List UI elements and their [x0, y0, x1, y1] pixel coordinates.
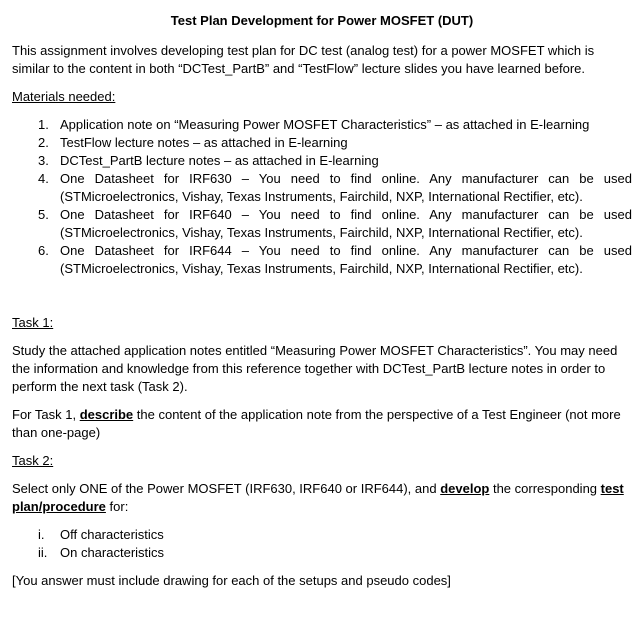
intro-paragraph: This assignment involves developing test plan for DC test (analog test) for a power MOSFET which is similar to the content in both “DCTest_PartB” and “TestFlow” lecture slides you have learned before. [12, 43, 595, 76]
task2-characteristics-list [12, 526, 632, 562]
list-text: Off characteristics [60, 527, 164, 542]
list-item [38, 170, 632, 206]
list-text: On characteristics [60, 545, 165, 560]
task1-body: Study the attached application notes entitled “Measuring Power MOSFET Characteristics”. You may need the information and knowledge from this reference together with DCTest_PartB lecture notes in order to perform the next task (Task 2). [12, 343, 618, 394]
list-text: One Datasheet for IRF644 – You need to find online. Any manufacturer can be used (STMicroelectronics, Vishay, Texas Instruments, Fairchild, NXP, International Rectifier, etc). [60, 243, 632, 276]
list-number: 1. [38, 117, 49, 132]
task2-select-mid: the corresponding [489, 481, 601, 496]
materials-list [12, 116, 632, 278]
list-text: TestFlow lecture notes – as attached in E-learning [60, 135, 348, 150]
task1-heading: Task 1: [12, 315, 54, 330]
list-text: Application note on “Measuring Power MOSFET Characteristics” – as attached in E-learning [60, 117, 590, 132]
task1-describe [12, 406, 632, 442]
task2-select-post: for: [105, 499, 129, 514]
list-number: i. [38, 527, 45, 542]
document-title: Test Plan Development for Power MOSFET (DUT) [170, 13, 474, 28]
list-number: 4. [38, 171, 49, 186]
list-number: ii. [38, 545, 48, 560]
task2-heading: Task 2: [12, 453, 54, 468]
list-text: DCTest_PartB lecture notes – as attached in E-learning [60, 153, 379, 168]
develop-keyword: develop [440, 481, 490, 496]
task2-note: [You answer must include drawing for each of the setups and pseudo codes] [12, 573, 451, 588]
test-plan-keyword: test plan/procedure [12, 481, 624, 514]
list-text: One Datasheet for IRF640 – You need to find online. Any manufacturer can be used (STMicroelectronics, Vishay, Texas Instruments, Fairchild, NXP, International Rectifier, etc). [60, 207, 632, 240]
list-number: 3. [38, 153, 49, 168]
list-item [38, 242, 632, 278]
describe-keyword: describe [79, 407, 134, 422]
list-item [38, 152, 632, 170]
list-item [38, 526, 632, 544]
list-text: One Datasheet for IRF630 – You need to find online. Any manufacturer can be used (STMicroelectronics, Vishay, Texas Instruments, Fairchild, NXP, International Rectifier, etc). [60, 171, 632, 204]
task1-describe-pre: For Task 1, [12, 407, 80, 422]
list-item [38, 134, 632, 152]
materials-heading: Materials needed: [12, 89, 116, 104]
list-number: 6. [38, 243, 49, 258]
task1-describe-post: the content of the application note from the perspective of a Test Engineer (not more than one-page) [12, 407, 621, 440]
list-number: 2. [38, 135, 49, 150]
list-item [38, 206, 632, 242]
list-item [38, 544, 632, 562]
task2-select-pre: Select only ONE of the Power MOSFET (IRF630, IRF640 or IRF644), and [12, 481, 441, 496]
task2-select [12, 480, 632, 516]
list-item [38, 116, 632, 134]
list-number: 5. [38, 207, 49, 222]
